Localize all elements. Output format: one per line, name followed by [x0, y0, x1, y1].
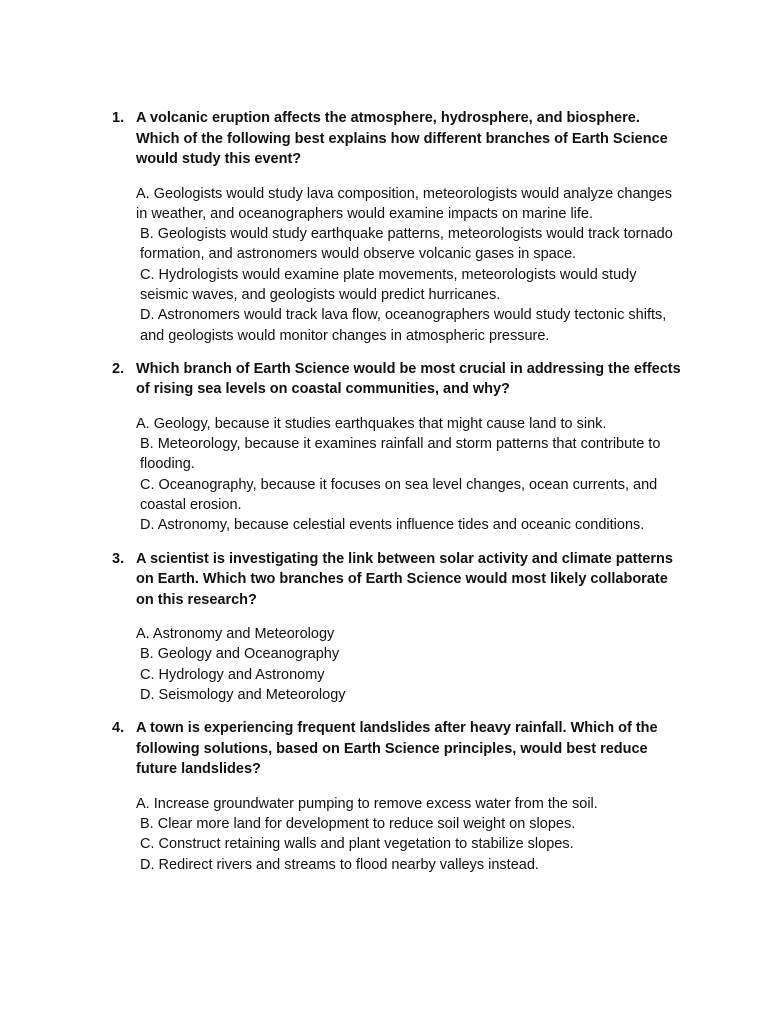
answer-options: [136, 624, 687, 705]
question-number: 4.: [112, 720, 125, 737]
answer-option: D. Astronomers would track lava flow, oceanographers would study tectonic shifts, and geologists would monitor changes in atmospheric pressure.: [140, 307, 667, 344]
answer-option: B. Geologists would study earthquake patterns, meteorologists would track tornado formation, and astronomers would observe volcanic gases in space.: [140, 226, 673, 263]
answer-option: A. Increase groundwater pumping to remove excess water from the soil.: [136, 795, 598, 812]
answer-option: A. Geologists would study lava composition, meteorologists would analyze changes in weather, and oceanographers would examine impacts on marine life.: [136, 185, 672, 222]
answer-option: A. Astronomy and Meteorology: [136, 626, 335, 643]
answer-option: C. Hydrologists would examine plate movements, meteorologists would study seismic waves, and geologists would predict hurricanes.: [140, 266, 637, 303]
question-number: 3.: [112, 550, 125, 567]
answer-options: [136, 414, 687, 536]
question-text: A volcanic eruption affects the atmosphere, hydrosphere, and biosphere. Which of the following best explains how different branches of Earth Science would study this event?: [136, 110, 668, 167]
answer-option: C. Hydrology and Astronomy: [140, 666, 325, 683]
answer-option: B. Geology and Oceanography: [140, 646, 340, 663]
answer-option: C. Construct retaining walls and plant vegetation to stabilize slopes.: [140, 836, 574, 853]
question-number: 1.: [112, 110, 125, 126]
question-item: [112, 718, 687, 875]
answer-option: C. Oceanography, because it focuses on sea level changes, ocean currents, and coastal erosion.: [140, 476, 658, 514]
answer-option: D. Seismology and Meteorology: [140, 687, 346, 704]
question-text: Which branch of Earth Science would be most crucial in addressing the effects of rising sea levels on coastal communities, and why?: [136, 360, 681, 398]
question-text: A scientist is investigating the link between solar activity and climate patterns on Earth. Which two branches of Earth Science would most likely collaborate on this research?: [136, 550, 673, 608]
question-list: [112, 108, 687, 888]
answer-option: A. Geology, because it studies earthquakes that might cause land to sink.: [136, 415, 607, 432]
question-number: 2.: [112, 360, 125, 377]
answer-options: [136, 794, 687, 875]
question-item: [112, 108, 687, 346]
answer-options: [136, 184, 687, 346]
question-text: A town is experiencing frequent landslides after heavy rainfall. Which of the following solutions, based on Earth Science principles, would best reduce future landslides?: [136, 720, 658, 778]
answer-option: B. Meteorology, because it examines rainfall and storm patterns that contribute to flooding.: [140, 436, 661, 473]
answer-option: D. Astronomy, because celestial events influence tides and oceanic conditions.: [140, 517, 645, 534]
question-item: [112, 549, 687, 706]
question-item: [112, 359, 687, 536]
answer-option: B. Clear more land for development to reduce soil weight on slopes.: [140, 816, 576, 833]
answer-option: D. Redirect rivers and streams to flood nearby valleys instead.: [140, 856, 539, 873]
